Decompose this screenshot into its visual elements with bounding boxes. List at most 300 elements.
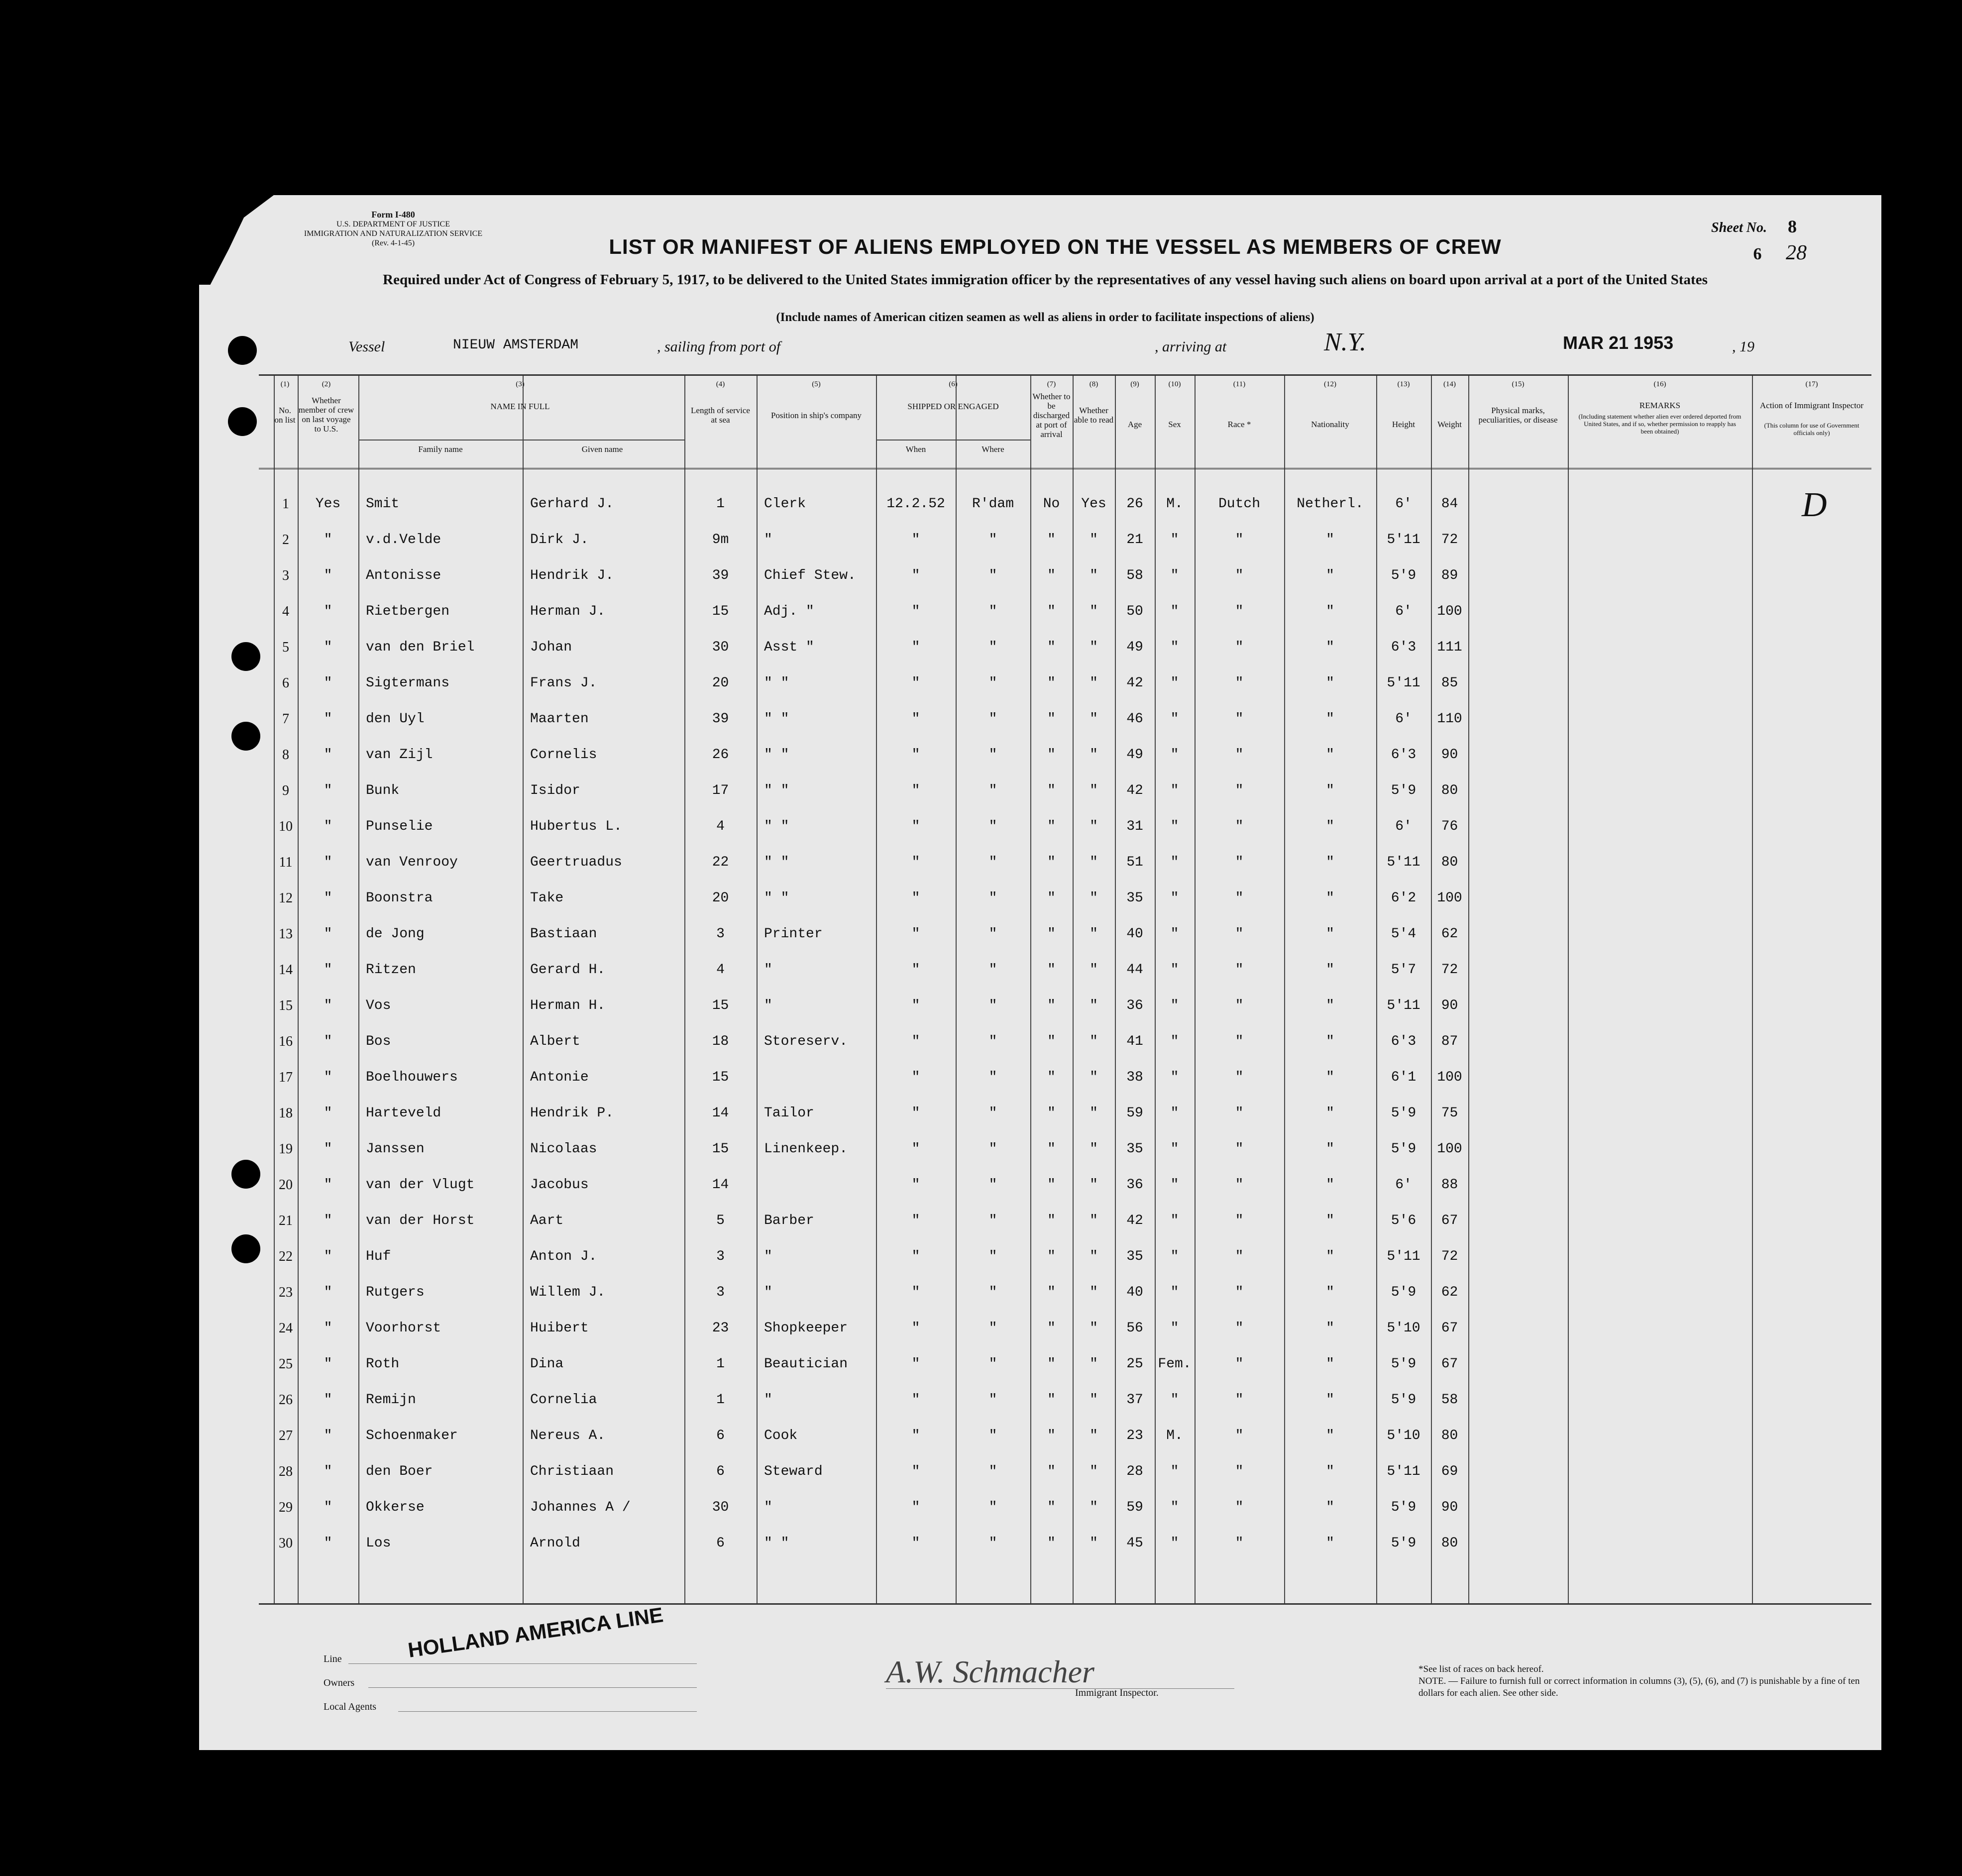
col-num-10: (10) <box>1168 380 1181 388</box>
cell-given: Isidor <box>530 783 580 798</box>
cell-family: Boelhouwers <box>366 1070 458 1085</box>
cell-no: 5 <box>282 640 289 655</box>
cell-weight: 69 <box>1441 1464 1458 1479</box>
col-num-13: (13) <box>1397 380 1410 388</box>
cell-prev: " <box>324 890 332 906</box>
hdr-position: Position in ship's company <box>770 411 862 420</box>
cell-height: 6' <box>1395 819 1412 834</box>
cell-sex: " <box>1170 675 1179 691</box>
cell-prev: " <box>324 1034 332 1049</box>
cell-race: " <box>1235 1285 1244 1300</box>
binder-hole <box>231 722 260 751</box>
cell-family: den Boer <box>366 1464 433 1479</box>
cell-family: Schoenmaker <box>366 1428 458 1443</box>
cell-when: " <box>911 890 920 906</box>
cell-service: 26 <box>712 747 729 763</box>
cell-disch: " <box>1047 998 1056 1013</box>
cell-position: " " <box>764 890 789 906</box>
cell-weight: 88 <box>1441 1177 1458 1193</box>
cell-height: 5'9 <box>1391 568 1417 583</box>
cell-race: " <box>1235 926 1244 942</box>
cell-where: " <box>988 1249 997 1264</box>
cell-no: 25 <box>279 1356 293 1372</box>
cell-disch: " <box>1047 1034 1056 1049</box>
cell-disch: " <box>1047 675 1056 691</box>
cell-service: 6 <box>716 1428 725 1443</box>
cell-position: Asst " <box>764 640 814 655</box>
cell-where: " <box>988 604 997 619</box>
cell-prev: " <box>324 855 332 870</box>
cell-position: Beautician <box>764 1356 848 1372</box>
inspector-signature: A.W. Schmacher <box>886 1654 1094 1689</box>
cell-age: 49 <box>1126 640 1143 655</box>
hdr-nationality: Nationality <box>1311 420 1349 429</box>
cell-age: 42 <box>1126 1213 1143 1228</box>
cell-where: " <box>988 1356 997 1372</box>
cell-read: " <box>1090 926 1098 942</box>
hdr-physical: Physical marks, peculiarities, or disease <box>1478 406 1558 425</box>
cell-nat: " <box>1326 604 1334 619</box>
column-rule <box>757 376 758 1603</box>
hdr-race: Race * <box>1227 420 1251 429</box>
manifest-sheet <box>199 195 1881 1750</box>
column-rule <box>274 376 275 1603</box>
cell-sex: M. <box>1166 1428 1183 1443</box>
cell-when: " <box>911 962 920 978</box>
cell-age: 25 <box>1126 1356 1143 1372</box>
cell-nat: " <box>1326 1536 1334 1551</box>
cell-family: de Jong <box>366 926 425 942</box>
cell-nat: " <box>1326 1321 1334 1336</box>
cell-no: 27 <box>279 1428 293 1443</box>
cell-age: 58 <box>1126 568 1143 583</box>
cell-given: Albert <box>530 1034 580 1049</box>
cell-read: " <box>1090 1464 1098 1479</box>
cell-no: 13 <box>279 926 293 942</box>
agents-label: Local Agents <box>324 1701 377 1712</box>
cell-race: " <box>1235 819 1244 834</box>
cell-height: 5'6 <box>1391 1213 1417 1228</box>
cell-family: van Zijl <box>366 747 433 763</box>
cell-sex: " <box>1170 855 1179 870</box>
cell-no: 21 <box>279 1213 293 1228</box>
cell-sex: " <box>1170 962 1179 978</box>
cell-where: " <box>988 747 997 763</box>
footer <box>199 1604 1881 1750</box>
cell-family: van der Vlugt <box>366 1177 475 1193</box>
cell-prev: " <box>324 604 332 619</box>
cell-weight: 89 <box>1441 568 1458 583</box>
cell-prev: " <box>324 1141 332 1157</box>
cell-position: " <box>764 962 772 978</box>
cell-disch: " <box>1047 1321 1056 1336</box>
cell-age: 40 <box>1126 926 1143 942</box>
cell-given: Dirk J. <box>530 532 589 548</box>
cell-nat: " <box>1326 1428 1334 1443</box>
cell-where: " <box>988 1034 997 1049</box>
cell-where: " <box>988 1500 997 1515</box>
cell-weight: 100 <box>1437 1141 1462 1157</box>
cell-nat: " <box>1326 998 1334 1013</box>
cell-age: 59 <box>1126 1500 1143 1515</box>
cell-given: Aart <box>530 1213 564 1228</box>
cell-service: 20 <box>712 890 729 906</box>
hdr-action-note: (This column for use of Government officials only) <box>1764 422 1859 437</box>
cell-when: " <box>911 855 920 870</box>
cell-read: " <box>1090 675 1098 691</box>
cell-nat: " <box>1326 783 1334 798</box>
cell-age: 42 <box>1126 783 1143 798</box>
cell-given: Herman H. <box>530 998 606 1013</box>
cell-height: 5'9 <box>1391 783 1417 798</box>
cell-where: " <box>988 819 997 834</box>
cell-where: " <box>988 1177 997 1193</box>
sheet-sub-number: 6 <box>1753 245 1762 263</box>
cell-service: 15 <box>712 998 729 1013</box>
agents-rule <box>398 1711 697 1712</box>
cell-prev: " <box>324 1321 332 1336</box>
cell-prev: " <box>324 1105 332 1121</box>
cell-age: 56 <box>1126 1321 1143 1336</box>
cell-service: 23 <box>712 1321 729 1336</box>
cell-position: " " <box>764 1536 789 1551</box>
cell-weight: 84 <box>1441 496 1458 512</box>
binder-hole <box>231 1160 260 1189</box>
cell-read: " <box>1090 1285 1098 1300</box>
cell-no: 10 <box>279 819 293 834</box>
cell-read: " <box>1090 747 1098 763</box>
hdr-sex: Sex <box>1168 420 1181 429</box>
cell-no: 3 <box>282 568 289 583</box>
cell-weight: 90 <box>1441 747 1458 763</box>
cell-when: " <box>911 747 920 763</box>
arriving-label: , arriving at <box>1155 338 1227 355</box>
cell-service: 30 <box>712 640 729 655</box>
cell-service: 17 <box>712 783 729 798</box>
cell-no: 9 <box>282 783 289 798</box>
cell-when: " <box>911 640 920 655</box>
sheet-number: 8 <box>1788 217 1797 236</box>
cell-sex: " <box>1170 1177 1179 1193</box>
cell-when: " <box>911 1356 920 1372</box>
cell-position: " " <box>764 747 789 763</box>
cell-given: Maarten <box>530 711 589 727</box>
cell-race: " <box>1235 1428 1244 1443</box>
cell-read: " <box>1090 890 1098 906</box>
cell-position: Clerk <box>764 496 806 512</box>
cell-weight: 87 <box>1441 1034 1458 1049</box>
sailing-label: , sailing from port of <box>657 338 781 355</box>
cell-no: 26 <box>279 1392 293 1408</box>
cell-no: 20 <box>279 1177 293 1193</box>
cell-race: " <box>1235 1070 1244 1085</box>
cell-height: 6'3 <box>1391 747 1417 763</box>
cell-when: " <box>911 926 920 942</box>
cell-race: " <box>1235 1141 1244 1157</box>
cell-service: 5 <box>716 1213 725 1228</box>
cell-prev: " <box>324 640 332 655</box>
cell-when: " <box>911 1177 920 1193</box>
cell-position: " " <box>764 819 789 834</box>
cell-position: Cook <box>764 1428 798 1443</box>
cell-age: 45 <box>1126 1536 1143 1551</box>
cell-given: Huibert <box>530 1321 589 1336</box>
cell-sex: " <box>1170 1321 1179 1336</box>
cell-height: 6' <box>1395 1177 1412 1193</box>
cell-disch: " <box>1047 890 1056 906</box>
col-num-2: (2) <box>322 380 331 388</box>
cell-position: " <box>764 1500 772 1515</box>
year-label: , 19 <box>1732 338 1754 355</box>
cell-weight: 72 <box>1441 532 1458 548</box>
col-num-12: (12) <box>1324 380 1336 388</box>
cell-service: 22 <box>712 855 729 870</box>
cell-position: " " <box>764 855 789 870</box>
cell-age: 59 <box>1126 1105 1143 1121</box>
col-num-11: (11) <box>1233 380 1246 388</box>
cell-nat: " <box>1326 711 1334 727</box>
cell-age: 21 <box>1126 532 1143 548</box>
cell-disch: " <box>1047 1141 1056 1157</box>
cell-position: Chief Stew. <box>764 568 856 583</box>
cell-nat: " <box>1326 855 1334 870</box>
cell-given: Johannes A / <box>530 1500 631 1515</box>
binder-hole <box>231 642 260 671</box>
cell-given: Gerhard J. <box>530 496 614 512</box>
header-rule <box>358 440 684 441</box>
cell-height: 5'9 <box>1391 1500 1417 1515</box>
cell-race: Dutch <box>1218 496 1260 512</box>
cell-disch: " <box>1047 532 1056 548</box>
col-num-15: (15) <box>1512 380 1525 388</box>
cell-prev: " <box>324 1536 332 1551</box>
cell-where: " <box>988 890 997 906</box>
cell-no: 11 <box>279 855 293 870</box>
footnotes <box>1418 1663 1866 1699</box>
cell-weight: 58 <box>1441 1392 1458 1408</box>
header-bottom-rule <box>259 468 1871 469</box>
cell-when: " <box>911 1285 920 1300</box>
cell-sex: " <box>1170 532 1179 548</box>
cell-race: " <box>1235 1249 1244 1264</box>
arriving-value: N.Y. <box>1324 328 1366 356</box>
cell-height: 5'10 <box>1387 1428 1420 1443</box>
cell-given: Cornelis <box>530 747 597 763</box>
cell-service: 18 <box>712 1034 729 1049</box>
cell-height: 5'11 <box>1387 855 1420 870</box>
cell-race: " <box>1235 1536 1244 1551</box>
cell-service: 6 <box>716 1464 725 1479</box>
cell-position: Printer <box>764 926 823 942</box>
cell-weight: 80 <box>1441 1428 1458 1443</box>
cell-nat: " <box>1326 1249 1334 1264</box>
cell-given: Hubertus L. <box>530 819 622 834</box>
cell-no: 12 <box>279 890 293 906</box>
cell-read: " <box>1090 711 1098 727</box>
cell-read: Yes <box>1081 496 1106 512</box>
service: IMMIGRATION AND NATURALIZATION SERVICE <box>304 229 483 238</box>
cell-sex: " <box>1170 568 1179 583</box>
cell-read: " <box>1090 1321 1098 1336</box>
cell-disch: " <box>1047 711 1056 727</box>
cell-race: " <box>1235 604 1244 619</box>
cell-sex: " <box>1170 747 1179 763</box>
cell-prev: " <box>324 711 332 727</box>
cell-read: " <box>1090 1070 1098 1085</box>
cell-prev: " <box>324 1392 332 1408</box>
col-num-17: (17) <box>1805 380 1818 388</box>
cell-height: 5'7 <box>1391 962 1417 978</box>
cell-where: " <box>988 783 997 798</box>
cell-when: 12.2.52 <box>886 496 945 512</box>
cell-read: " <box>1090 604 1098 619</box>
cell-family: Harteveld <box>366 1105 441 1121</box>
cell-read: " <box>1090 855 1098 870</box>
cell-service: 14 <box>712 1105 729 1121</box>
cell-disch: " <box>1047 1213 1056 1228</box>
page-title: LIST OR MANIFEST OF ALIENS EMPLOYED ON THE VESSEL AS MEMBERS OF CREW <box>609 235 1502 258</box>
cell-position: Tailor <box>764 1105 814 1121</box>
cell-no: 7 <box>282 711 289 727</box>
cell-disch: " <box>1047 819 1056 834</box>
cell-position: " " <box>764 711 789 727</box>
cell-no: 15 <box>279 998 293 1013</box>
hdr-family-name: Family name <box>418 444 463 454</box>
cell-service: 3 <box>716 926 725 942</box>
cell-race: " <box>1235 783 1244 798</box>
cell-height: 5'11 <box>1387 1249 1420 1264</box>
line-label: Line <box>324 1654 342 1664</box>
cell-service: 15 <box>712 1070 729 1085</box>
cell-read: " <box>1090 1392 1098 1408</box>
cell-age: 51 <box>1126 855 1143 870</box>
cell-given: Hendrik J. <box>530 568 614 583</box>
cell-prev: " <box>324 962 332 978</box>
cell-family: Punselie <box>366 819 433 834</box>
cell-disch: " <box>1047 1428 1056 1443</box>
cell-service: 14 <box>712 1177 729 1193</box>
cell-where: " <box>988 1428 997 1443</box>
cell-sex: " <box>1170 1105 1179 1121</box>
cell-when: " <box>911 1464 920 1479</box>
cell-height: 6' <box>1395 604 1412 619</box>
cell-when: " <box>911 819 920 834</box>
hdr-given-name: Given name <box>581 444 623 454</box>
cell-weight: 62 <box>1441 1285 1458 1300</box>
form-header <box>289 210 498 248</box>
cell-prev: " <box>324 1500 332 1515</box>
cell-when: " <box>911 675 920 691</box>
cell-disch: " <box>1047 1177 1056 1193</box>
cell-height: 5'9 <box>1391 1356 1417 1372</box>
binder-hole <box>228 407 257 436</box>
signature-rule <box>886 1688 1234 1689</box>
cell-nat: Netherl. <box>1297 496 1364 512</box>
cell-sex: " <box>1170 783 1179 798</box>
cell-weight: 80 <box>1441 1536 1458 1551</box>
cell-where: " <box>988 640 997 655</box>
hdr-prev-voyage: Whether member of crew on last voyage to U.S. <box>298 396 354 434</box>
col-num-1: (1) <box>280 380 290 388</box>
cell-no: 16 <box>279 1034 293 1049</box>
cell-family: Bos <box>366 1034 391 1049</box>
cell-prev: " <box>324 675 332 691</box>
cell-when: " <box>911 1249 920 1264</box>
cell-read: " <box>1090 1213 1098 1228</box>
col-num-3: (3) <box>516 380 525 388</box>
cell-sex: " <box>1170 819 1179 834</box>
hdr-length-service: Length of service at sea <box>691 406 750 425</box>
cell-sex: " <box>1170 1464 1179 1479</box>
binder-hole <box>231 1234 260 1263</box>
cell-family: Vos <box>366 998 391 1013</box>
cell-race: " <box>1235 1213 1244 1228</box>
cell-prev: " <box>324 1213 332 1228</box>
cell-age: 35 <box>1126 1141 1143 1157</box>
col-num-14: (14) <box>1443 380 1456 388</box>
cell-family: Bunk <box>366 783 400 798</box>
cell-sex: Fem. <box>1158 1356 1192 1372</box>
cell-sex: " <box>1170 926 1179 942</box>
cell-when: " <box>911 568 920 583</box>
column-rule <box>1376 376 1377 1603</box>
cell-nat: " <box>1326 819 1334 834</box>
hdr-height: Height <box>1392 420 1416 429</box>
cell-race: " <box>1235 640 1244 655</box>
cell-height: 6'2 <box>1391 890 1417 906</box>
cell-when: " <box>911 604 920 619</box>
cell-nat: " <box>1326 532 1334 548</box>
cell-disch: " <box>1047 604 1056 619</box>
cell-disch: " <box>1047 1285 1056 1300</box>
cell-race: " <box>1235 855 1244 870</box>
cell-given: Bastiaan <box>530 926 597 942</box>
cell-family: Roth <box>366 1356 400 1372</box>
cell-family: Sigtermans <box>366 675 450 691</box>
cell-where: " <box>988 926 997 942</box>
cell-read: " <box>1090 1500 1098 1515</box>
cell-prev: " <box>324 926 332 942</box>
cell-prev: " <box>324 998 332 1013</box>
race-note: *See list of races on back hereof. <box>1418 1664 1544 1674</box>
column-rule <box>876 376 877 1603</box>
cell-prev: " <box>324 1464 332 1479</box>
cell-given: Christiaan <box>530 1464 614 1479</box>
owners-rule <box>368 1687 697 1688</box>
cell-position: Linenkeep. <box>764 1141 848 1157</box>
cell-prev: " <box>324 1177 332 1193</box>
cell-nat: " <box>1326 1070 1334 1085</box>
cell-nat: " <box>1326 747 1334 763</box>
cell-sex: " <box>1170 1141 1179 1157</box>
cell-sex: " <box>1170 1500 1179 1515</box>
cell-given: Take <box>530 890 564 906</box>
hdr-where: Where <box>981 444 1004 454</box>
cell-when: " <box>911 1321 920 1336</box>
cell-when: " <box>911 1213 920 1228</box>
cell-where: " <box>988 675 997 691</box>
cell-position: Storeserv. <box>764 1034 848 1049</box>
cell-race: " <box>1235 747 1244 763</box>
cell-weight: 72 <box>1441 962 1458 978</box>
cell-where: " <box>988 1213 997 1228</box>
cell-given: Johan <box>530 640 572 655</box>
col-num-7: (7) <box>1047 380 1056 388</box>
cell-where: " <box>988 1464 997 1479</box>
cell-no: 19 <box>279 1141 293 1157</box>
cell-family: Huf <box>366 1249 391 1264</box>
cell-nat: " <box>1326 962 1334 978</box>
